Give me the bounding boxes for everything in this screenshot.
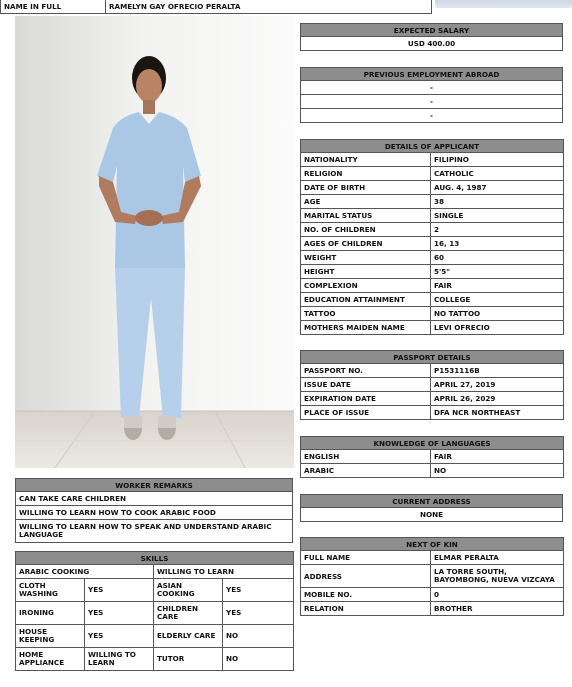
children-count-label: NO. OF CHILDREN (301, 223, 431, 237)
issue-date-value: APRIL 27, 2019 (431, 378, 564, 392)
arabic-value: NO (431, 464, 564, 478)
passport-table (300, 350, 564, 420)
passport-no-label: PASSPORT NO. (301, 364, 431, 378)
skill-value: YES (85, 625, 154, 648)
passport-row (301, 364, 564, 378)
details-row (301, 195, 564, 209)
applicant-photo (15, 16, 294, 468)
details-row (301, 237, 564, 251)
place-of-issue-label: PLACE OF ISSUE (301, 406, 431, 420)
current-address-header: CURRENT ADDRESS (301, 495, 563, 508)
remark-item: WILLING TO LEARN HOW TO SPEAK AND UNDERSTAND ARABIC LANGUAGE (16, 520, 293, 543)
remark-item: WILLING TO LEARN HOW TO COOK ARABIC FOOD (16, 506, 293, 520)
language-row (301, 450, 564, 464)
education-label: EDUCATION ATTAINMENT (301, 293, 431, 307)
nationality-value: FILIPINO (431, 153, 564, 167)
expected-salary-value: USD 400.00 (301, 37, 563, 51)
dob-value: AUG. 4, 1987 (431, 181, 564, 195)
height-value: 5'5" (431, 265, 564, 279)
issue-date-label: ISSUE DATE (301, 378, 431, 392)
kin-full-name-label: FULL NAME (301, 551, 431, 565)
kin-row (301, 602, 564, 616)
languages-header: KNOWLEDGE OF LANGUAGES (301, 437, 564, 450)
complexion-label: COMPLEXION (301, 279, 431, 293)
religion-label: RELIGION (301, 167, 431, 181)
passport-row (301, 378, 564, 392)
marital-status-value: SINGLE (431, 209, 564, 223)
details-row (301, 167, 564, 181)
details-row (301, 279, 564, 293)
place-of-issue-value: DFA NCR NORTHEAST (431, 406, 564, 420)
dob-label: DATE OF BIRTH (301, 181, 431, 195)
children-count-value: 2 (431, 223, 564, 237)
kin-relation-value: BROTHER (431, 602, 564, 616)
skill-label: TUTOR (154, 648, 223, 671)
age-value: 38 (431, 195, 564, 209)
nationality-label: NATIONALITY (301, 153, 431, 167)
details-row (301, 321, 564, 335)
previous-employment-header: PREVIOUS EMPLOYMENT ABROAD (301, 68, 563, 81)
english-label: ENGLISH (301, 450, 431, 464)
expiration-date-label: EXPIRATION DATE (301, 392, 431, 406)
skill-row (16, 625, 294, 648)
arabic-cooking-label: ARABIC COOKING (16, 565, 154, 579)
skill-label: HOUSE KEEPING (16, 625, 85, 648)
expiration-date-value: APRIL 26, 2029 (431, 392, 564, 406)
skill-label: ELDERLY CARE (154, 625, 223, 648)
education-value: COLLEGE (431, 293, 564, 307)
details-header: DETAILS OF APPLICANT (301, 140, 564, 153)
height-label: HEIGHT (301, 265, 431, 279)
name-table (0, 0, 432, 14)
arabic-cooking-value: WILLING TO LEARN (154, 565, 294, 579)
details-row (301, 307, 564, 321)
religion-value: CATHOLIC (431, 167, 564, 181)
language-row (301, 464, 564, 478)
worker-remarks-table (15, 478, 293, 543)
skill-value: YES (85, 579, 154, 602)
complexion-value: FAIR (431, 279, 564, 293)
skill-row (16, 579, 294, 602)
skill-value: NO (223, 625, 294, 648)
details-row (301, 223, 564, 237)
kin-full-name-value: ELMAR PERALTA (431, 551, 564, 565)
skill-label: ASIAN COOKING (154, 579, 223, 602)
weight-value: 60 (431, 251, 564, 265)
skill-label: CHILDREN CARE (154, 602, 223, 625)
arabic-label: ARABIC (301, 464, 431, 478)
details-row (301, 251, 564, 265)
details-row (301, 265, 564, 279)
next-of-kin-header: NEXT OF KIN (301, 538, 564, 551)
languages-table (300, 436, 564, 478)
kin-relation-label: RELATION (301, 602, 431, 616)
skill-value: YES (85, 602, 154, 625)
skills-table (15, 551, 294, 671)
skill-label: HOME APPLIANCE (16, 648, 85, 671)
worker-remarks-header: WORKER REMARKS (16, 479, 293, 492)
kin-row (301, 588, 564, 602)
skill-value: NO (223, 648, 294, 671)
previous-employment-row: - (301, 109, 563, 123)
children-ages-label: AGES OF CHILDREN (301, 237, 431, 251)
english-value: FAIR (431, 450, 564, 464)
header-photo-strip (435, 0, 572, 8)
kin-mobile-label: MOBILE NO. (301, 588, 431, 602)
details-row (301, 153, 564, 167)
weight-label: WEIGHT (301, 251, 431, 265)
details-row (301, 209, 564, 223)
details-table (300, 139, 564, 335)
mothers-maiden-name-value: LEVI OFRECIO (431, 321, 564, 335)
skill-label: IRONING (16, 602, 85, 625)
details-row (301, 293, 564, 307)
tattoo-label: TATTOO (301, 307, 431, 321)
skill-value: YES (223, 602, 294, 625)
skill-row (16, 602, 294, 625)
age-label: AGE (301, 195, 431, 209)
expected-salary-table (300, 23, 563, 51)
previous-employment-row: - (301, 81, 563, 95)
kin-address-label: ADDRESS (301, 565, 431, 588)
current-address-value: NONE (301, 508, 563, 522)
skill-value: YES (223, 579, 294, 602)
name-value: RAMELYN GAY OFRECIO PERALTA (106, 0, 432, 14)
skill-label: CLOTH WASHING (16, 579, 85, 602)
kin-row (301, 551, 564, 565)
previous-employment-row: - (301, 95, 563, 109)
skill-row (16, 648, 294, 671)
remark-item: CAN TAKE CARE CHILDREN (16, 492, 293, 506)
passport-row (301, 406, 564, 420)
name-label: NAME IN FULL (1, 0, 106, 14)
skill-value: WILLING TO LEARN (85, 648, 154, 671)
details-row (301, 181, 564, 195)
skills-header: SKILLS (16, 552, 294, 565)
mothers-maiden-name-label: MOTHERS MAIDEN NAME (301, 321, 431, 335)
expected-salary-header: EXPECTED SALARY (301, 24, 563, 37)
kin-address-value: LA TORRE SOUTH, BAYOMBONG, NUEVA VIZCAYA (431, 565, 564, 588)
previous-employment-table (300, 67, 563, 123)
next-of-kin-table (300, 537, 564, 616)
children-ages-value: 16, 13 (431, 237, 564, 251)
current-address-table (300, 494, 563, 522)
kin-row (301, 565, 564, 588)
passport-no-value: P1531116B (431, 364, 564, 378)
tattoo-value: NO TATTOO (431, 307, 564, 321)
kin-mobile-value: 0 (431, 588, 564, 602)
passport-row (301, 392, 564, 406)
passport-header: PASSPORT DETAILS (301, 351, 564, 364)
marital-status-label: MARITAL STATUS (301, 209, 431, 223)
